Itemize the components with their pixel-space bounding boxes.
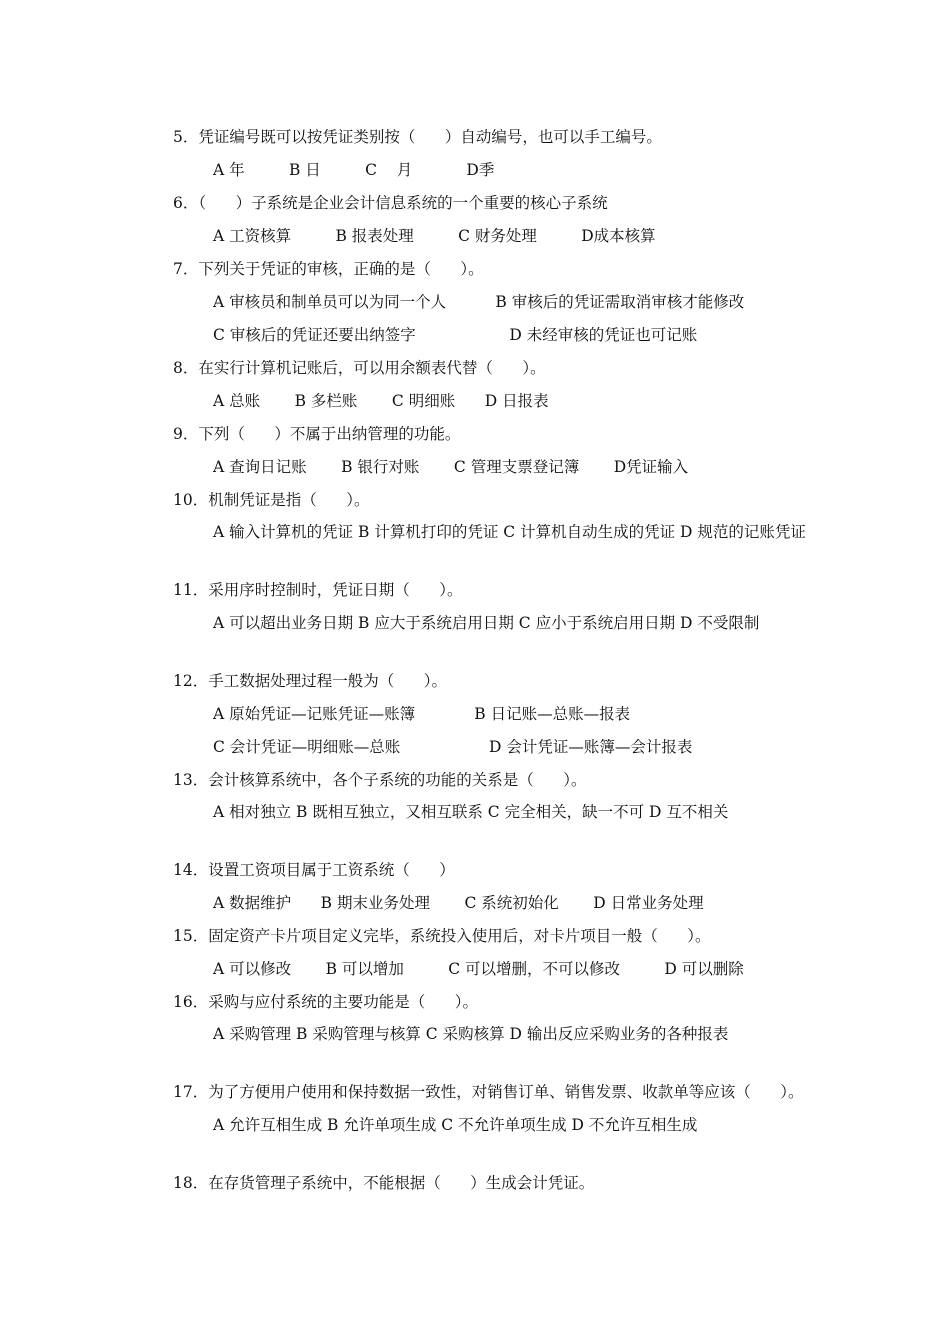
question-10-options [173, 520, 878, 545]
question-5: 5．凭证编号既可以按凭证类别按（ ）自动编号，也可以手工编号。 [173, 128, 662, 146]
question-8-options: A 总账 B 多栏账 C 明细账 D 日报表 [213, 392, 549, 410]
question-13-options [173, 800, 878, 825]
question-15: 15．固定资产卡片项目定义完毕，系统投入使用后，对卡片项目一般（ ）。 [173, 927, 711, 945]
question-12-options-2: C 会计凭证—明细账—总账 D 会计凭证—账簿—会计报表 [213, 738, 693, 756]
question-13-options-text: A 相对独立 B 既相互独立，又相互联系 C 完全相关，缺一不可 D 互不相关 [213, 803, 729, 821]
question-6: 6．（ ）子系统是企业会计信息系统的一个重要的核心子系统 [173, 194, 608, 212]
question-13: 13．会计核算系统中，各个子系统的功能的关系是（ ）。 [173, 771, 587, 789]
question-11: 11．采用序时控制时，凭证日期（ ）。 [173, 581, 463, 599]
question-5-options: A 年 B 日 C 月 D季 [213, 161, 495, 179]
question-15-options: A 可以修改 B 可以增加 C 可以增删，不可以修改 D 可以删除 [213, 960, 744, 978]
question-8: 8．在实行计算机记账后，可以用余额表代替（ ）。 [173, 359, 546, 377]
question-16-options-text: A 采购管理 B 采购管理与核算 C 采购核算 D 输出反应采购业务的各种报表 [213, 1025, 729, 1043]
question-11-options-text: A 可以超出业务日期 B 应大于系统启用日期 C 应小于系统启用日期 D 不受限制 [213, 614, 760, 632]
question-6-options: A 工资核算 B 报表处理 C 财务处理 D成本核算 [213, 227, 656, 245]
question-17: 17．为了方便用户使用和保持数据一致性，对销售订单、销售发票、收款单等应该（ ）。 [173, 1083, 804, 1101]
question-16-options [173, 1022, 878, 1047]
question-17-options-text: A 允许互相生成 B 允许单项生成 C 不允许单项生成 D 不允许互相生成 [213, 1116, 698, 1134]
question-16: 16．采购与应付系统的主要功能是（ ）。 [173, 993, 479, 1011]
question-7-options-2: C 审核后的凭证还要出纳签字 D 未经审核的凭证也可记账 [213, 326, 698, 344]
question-7: 7．下列关于凭证的审核，正确的是（ ）。 [173, 260, 484, 278]
question-14-options: A 数据维护 B 期末业务处理 C 系统初始化 D 日常业务处理 [213, 894, 704, 912]
question-14: 14．设置工资项目属于工资系统（ ） [173, 861, 455, 879]
question-7-options-1: A 审核员和制单员可以为同一个人 B 审核后的凭证需取消审核才能修改 [213, 293, 745, 311]
question-10-options-text: A 输入计算机的凭证 B 计算机打印的凭证 C 计算机自动生成的凭证 D 规范的记账凭证 [213, 523, 806, 541]
question-18: 18．在存货管理子系统中，不能根据（ ）生成会计凭证。 [173, 1174, 595, 1192]
question-10: 10．机制凭证是指（ ）。 [173, 491, 370, 509]
question-9-options: A 查询日记账 B 银行对账 C 管理支票登记簿 D凭证输入 [213, 458, 689, 476]
question-12: 12．手工数据处理过程一般为（ ）。 [173, 672, 448, 690]
question-12-options-1: A 原始凭证—记账凭证—账簿 B 日记账—总账—报表 [213, 705, 631, 723]
question-11-options [173, 611, 878, 636]
question-9: 9．下列（ ）不属于出纳管理的功能。 [173, 425, 461, 443]
question-17-options [173, 1113, 878, 1138]
